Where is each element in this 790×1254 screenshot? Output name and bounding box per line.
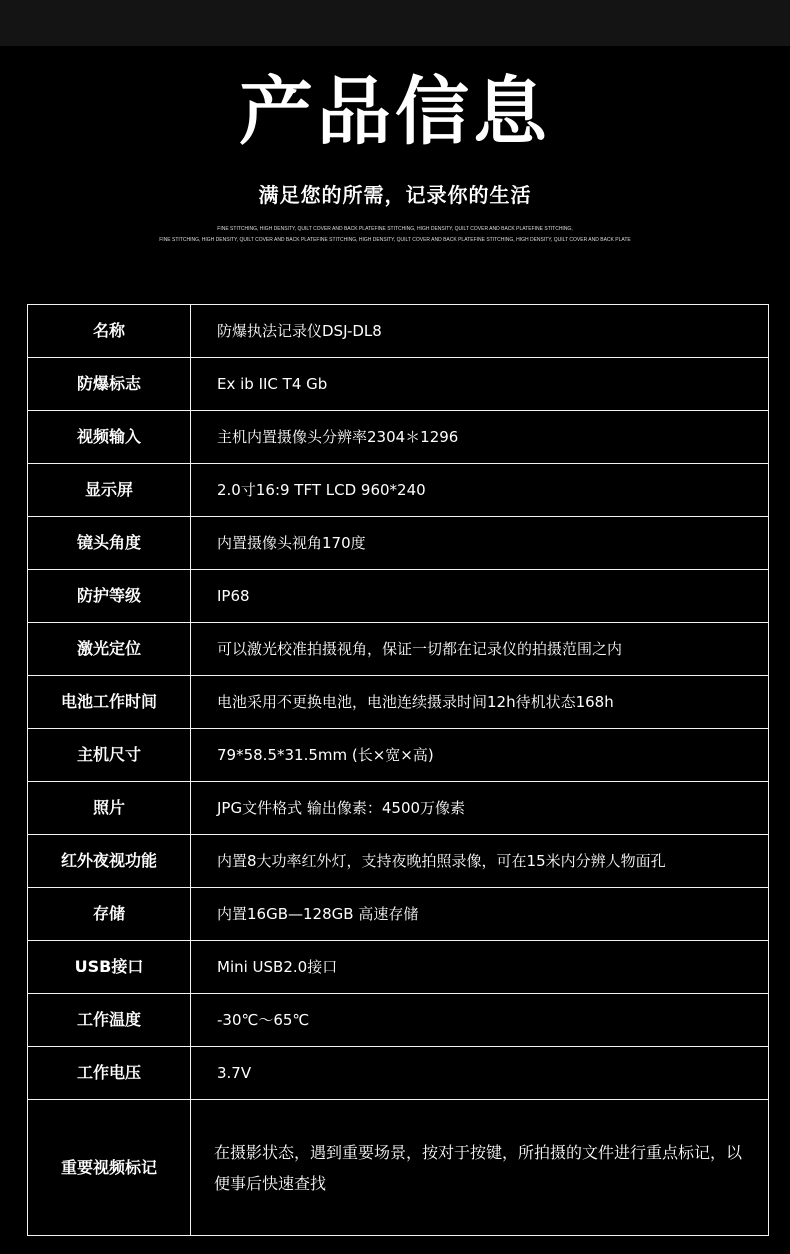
spec-row — [28, 305, 769, 358]
spec-value: 防爆执法记录仪DSJ-DL8 — [191, 305, 769, 358]
spec-value: -30℃～65℃ — [191, 994, 769, 1047]
spec-value: 在摄影状态，遇到重要场景，按对于按键，所拍摄的文件进行重点标记，以便事后快速查找 — [191, 1100, 769, 1236]
spec-value: 可以激光校准拍摄视角，保证一切都在记录仪的拍摄范围之内 — [191, 623, 769, 676]
spec-row — [28, 358, 769, 411]
spec-label: 防护等级 — [28, 570, 191, 623]
spec-value: 电池采用不更换电池，电池连续摄录时间12h待机状态168h — [191, 676, 769, 729]
spec-value: 3.7V — [191, 1047, 769, 1100]
spec-row — [28, 570, 769, 623]
spec-label: 电池工作时间 — [28, 676, 191, 729]
page-subtitle: 满足您的所需，记录你的生活 — [258, 183, 532, 207]
spec-label: USB接口 — [28, 941, 191, 994]
spec-table — [27, 304, 769, 1236]
spec-value: 内置16GB—128GB 高速存储 — [191, 888, 769, 941]
top-bar — [0, 0, 790, 46]
spec-value: 79*58.5*31.5mm (长×宽×高) — [191, 729, 769, 782]
spec-row — [28, 994, 769, 1047]
spec-label: 名称 — [28, 305, 191, 358]
page-title: 产品信息 — [239, 69, 551, 155]
spec-label: 显示屏 — [28, 464, 191, 517]
spec-row — [28, 782, 769, 835]
spec-label: 主机尺寸 — [28, 729, 191, 782]
spec-row — [28, 623, 769, 676]
spec-row — [28, 729, 769, 782]
spec-value: IP68 — [191, 570, 769, 623]
spec-value: 内置8大功率红外灯，支持夜晚拍照录像，可在15米内分辨人物面孔 — [191, 835, 769, 888]
spec-label: 镜头角度 — [28, 517, 191, 570]
spec-label: 照片 — [28, 782, 191, 835]
spec-label: 工作温度 — [28, 994, 191, 1047]
spec-row — [28, 835, 769, 888]
spec-row — [28, 517, 769, 570]
spec-value: 主机内置摄像头分辨率2304＊1296 — [191, 411, 769, 464]
spec-label: 视频输入 — [28, 411, 191, 464]
spec-row — [28, 676, 769, 729]
spec-label: 工作电压 — [28, 1047, 191, 1100]
spec-label: 重要视频标记 — [28, 1100, 191, 1236]
spec-value: 内置摄像头视角170度 — [191, 517, 769, 570]
spec-label: 红外夜视功能 — [28, 835, 191, 888]
spec-row — [28, 888, 769, 941]
spec-label: 激光定位 — [28, 623, 191, 676]
spec-row — [28, 1100, 769, 1236]
spec-label: 存储 — [28, 888, 191, 941]
spec-value: Ex ib IIC T4 Gb — [191, 358, 769, 411]
spec-value: JPG文件格式 输出像素：4500万像素 — [191, 782, 769, 835]
spec-value: Mini USB2.0接口 — [191, 941, 769, 994]
spec-label: 防爆标志 — [28, 358, 191, 411]
spec-row — [28, 941, 769, 994]
fine-print-line: FINE STITCHING, HIGH DENSITY, QUILT COVER AND BACK PLATEFINE STITCHING, HIGH DENSITY, QUILT COVER AND BACK PLATEFINE STITCHING, HIGH DENSITY, QUILT COVER AND BACK PLATE — [159, 237, 631, 243]
spec-row — [28, 411, 769, 464]
spec-row — [28, 464, 769, 517]
spec-value: 2.0寸16:9 TFT LCD 960*240 — [191, 464, 769, 517]
fine-print-line: FINE STITCHING, HIGH DENSITY, QUILT COVER AND BACK PLATEFINE STITCHING, HIGH DENSITY, QUILT COVER AND BACK PLATEFINE STITCHING, — [217, 226, 573, 232]
spec-row — [28, 1047, 769, 1100]
